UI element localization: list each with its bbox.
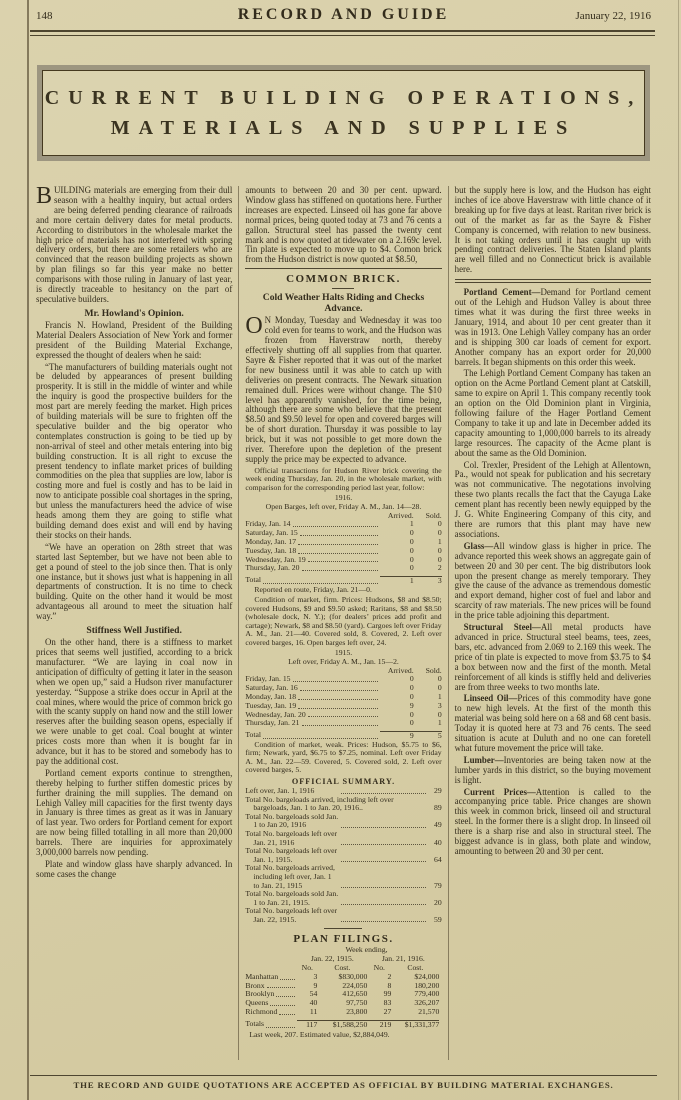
total-no-1915: 117 <box>297 1020 317 1030</box>
paragraph: “We have an operation on 28th street that was started last September, but we have not been able to get a pound of steel to the job since then. That is only one instance, but it shows just what is happening in all departments of construction. It is no time to check building. Quite on the other hand it would be most advantageous all around to meet the situation half way.” <box>36 541 233 622</box>
sold-value: 0 <box>437 528 442 538</box>
col-cost-1916: Cost. <box>407 963 424 973</box>
sold-value: 2 <box>437 563 442 573</box>
dot-leader <box>298 699 378 700</box>
plan-filings-title: PLAN FILINGS. <box>293 933 394 946</box>
day-label: Wednesday, Jan. 20 <box>245 709 306 719</box>
paragraph-linseed-oil <box>455 694 651 753</box>
paragraph-portland-cement <box>455 288 651 367</box>
sold-value: 0 <box>437 674 442 684</box>
summary-row <box>245 864 441 890</box>
no-1915: 9 <box>313 980 318 990</box>
dot-leader <box>263 738 378 739</box>
summary-row <box>245 890 441 907</box>
lead-paragraph <box>36 186 232 305</box>
footer-text: THE RECORD AND GUIDE QUOTATIONS ARE ACCEPTED AS OFFICIAL BY BUILDING MATERIAL EXCHANGES. <box>73 1080 614 1090</box>
sold-value: 1 <box>437 691 442 701</box>
total-no-1916: 219 <box>367 1020 391 1030</box>
page-header <box>36 6 651 24</box>
subheading-howlands-opinion: Mr. Howland's Opinion. <box>84 307 184 319</box>
dot-leader <box>267 987 296 988</box>
day-label: Tuesday, Jan. 19 <box>245 700 297 710</box>
drop-cap: B <box>36 186 53 209</box>
dot-leader <box>341 793 426 794</box>
dot-leader <box>298 708 377 709</box>
column-header-arrived: Arrived. <box>387 510 414 520</box>
paragraph: “The manufacturers of building materials ought not be deluded by appearances of present building prosperity. It is still in the middle of winter and while the inquiry is good the prospective builders for the most part are merely feeding the market. High prices of building materials will be sure to frighten off the speculative builder and the big operator who contemplates construction is going to be tied up by non-arrival of steel and other metals entering into big building construction. It is all right to excuse the present tendency to inflate market prices of building commodities on the plea that supplies are low, labor is costing more and fuel is costly and has to be laid in now to anticipate possible coal shortages in the spring, but unless the manufacturers heed the advice of wise heads among them they are going to stifle what building demand does exist and will end by having their stocks on their hands. <box>36 361 233 540</box>
dot-leader <box>308 561 378 562</box>
sold-value: 3 <box>437 700 442 710</box>
cost-1916: 180,200 <box>414 980 440 990</box>
cost-1916: 779,400 <box>414 989 440 999</box>
period-1915: Jan. 22, 1915. <box>310 954 354 964</box>
cost-1915: 23,800 <box>346 1007 368 1017</box>
summary-row <box>245 907 441 924</box>
arrived-value: 9 <box>409 700 414 710</box>
paragraph-text: UILDING materials are emerging from their dull season with a healthy inquiry, but actual orders are being deferred pending clearance of railroads and more certain delivery dates for metal products. According to distributors in the wholesale market the high price of materials has not interfered with spring delivery orders, but there are some retailers who are convinced that the reason building projects as shown by plan filings so far this year make no better comparisons with those ruling in January of last year, is directly traceable to hesitancy on the part of speculative builders. <box>36 186 233 304</box>
no-1916: 83 <box>383 998 392 1008</box>
glass-lead: Glass— <box>463 540 494 551</box>
day-label: Thursday, Jan. 21 <box>245 718 300 728</box>
page-binding-edge <box>27 0 29 1100</box>
section-subhead: Cold Weather Halts Riding and Checks Advance. <box>262 292 425 315</box>
summary-value: 59 <box>433 914 442 924</box>
summary-text: Total No. bargeloads arrived, including left over bargeloads, Jan. 1 to Jan. 20, 1916.. <box>245 794 394 813</box>
paragraph-continued: amounts to between 20 and 30 per cent. upward. Window glass has stiffened on quotations here. Further increases are expected. Linseed oil has gone far above normal prices, being quoted today at 73 and 76 cents a gallon. Structural steel has passed the twenty cent mark and is now quoted at tidewater on a 2.169c level. Tin plate is expected to move up to $4. Comon brick from the Hudson district is now quoted at $8.50, <box>245 186 442 265</box>
official-summary-title: OFFICIAL SUMMARY. <box>291 776 396 786</box>
day-label: Monday, Jan. 18 <box>245 691 297 701</box>
borough-name: Queens <box>245 998 269 1008</box>
summary-text: Total No. bargeloads sold Jan. 1 to Jan 20, 1916 <box>245 811 339 830</box>
dot-leader <box>341 844 426 845</box>
section-rule <box>245 268 441 269</box>
cost-1915: 224,050 <box>342 980 368 990</box>
summary-text: Total No. bargeloads left over Jan. 1, 1915. <box>245 846 338 864</box>
total-cost-1915: $1,588,250 <box>317 1020 367 1030</box>
paragraph: Plate and window glass have sharply advanced. In some cases the change <box>36 859 233 879</box>
paragraph-structural-steel <box>455 623 651 692</box>
totals-row <box>245 1020 441 1030</box>
drop-cap: O <box>245 313 263 340</box>
paragraph: Francis N. Howland, President of the Building Material Dealers Association of New York and former president of the Building Material Exchange, expressed the thought of dealers when he said: <box>36 319 233 360</box>
arrived-value: 1 <box>409 519 414 529</box>
col-no-1916: No. <box>373 963 385 973</box>
paragraph-text: Prices of this commodity have gone to new high levels. At the first of the month this material was being sold here on a 68 and 68 cent basis. Today it is quoted here at 73 and 76 cents. The seed situation is acute at Duluth and no one can foretell what future movement the price will take. <box>454 693 651 753</box>
structural-steel-lead: Structural Steel— <box>463 622 541 633</box>
arrived-value: 0 <box>409 563 414 573</box>
no-1915: 40 <box>309 998 318 1008</box>
dot-leader <box>293 681 378 682</box>
linseed-oil-lead: Linseed Oil— <box>463 693 518 704</box>
subheading-stiffness-justified: Stiffness Well Justified. <box>86 625 182 637</box>
borough-row <box>245 990 441 999</box>
summary-row <box>245 830 441 847</box>
page-right-edge <box>678 0 679 1100</box>
totals-label: Totals <box>245 1018 265 1028</box>
section-divider <box>324 928 362 929</box>
borough-name: Richmond <box>245 1007 278 1017</box>
summary-value: 79 <box>433 880 442 890</box>
paragraph-text: All window glass is higher in price. The advance reported this week shows an aggregate gain of between 20 and 30 per cent. The big distributors look upon the present change as merely temporary. They give the cause of the advance as tremendous domestic and export demand, higher cost of fuel and labor and scarcity of raw materials. The new prices will be found in the price table adjoining this department. <box>454 540 651 621</box>
column-middle <box>238 186 447 1060</box>
cost-1915: $830,000 <box>338 971 368 981</box>
dot-leader <box>263 583 378 584</box>
sold-value: 1 <box>437 718 442 728</box>
no-1915: 11 <box>309 1007 318 1017</box>
summary-text: Total No. bargeloads left over Jan. 21, 1916 <box>245 828 338 847</box>
summary-value: 64 <box>433 854 442 864</box>
article-columns <box>30 186 657 1060</box>
table-year-1915: 1915. <box>334 648 353 658</box>
summary-value: 20 <box>433 897 442 907</box>
day-label: Saturday, Jan. 15 <box>245 528 298 538</box>
paragraph-text: Inventories are being taken now at the lumber yards in this district, so the buying movement is light. <box>454 754 651 785</box>
issue-date: January 22, 1916 <box>575 10 651 22</box>
column-header-sold: Sold. <box>425 665 442 675</box>
no-1916: 99 <box>383 989 392 999</box>
borough-name: Bronx <box>245 980 265 990</box>
sold-value: 0 <box>437 519 442 529</box>
dot-leader <box>341 921 426 922</box>
dot-leader <box>280 979 295 980</box>
arrived-value: 0 <box>409 683 414 693</box>
paragraph-text: N Monday, Tuesday and Wednesday it was too cold even for teams to work, and the Hudson was frozen from Haverstraw north, thereby effectively shutting off all supplies from that quarter. Sayre & Fisher reported that it was out of the market for new business until it was able to catch up with deliveries on present contracts. The Newark situation remained dull. Prices were without change. The $10 level has apparently vanished, for the time being, although there are some who believe that the present $8.50 and $9.50 level for open and covered barges will be of short duration. Thursday it was possible to lay brick, but it was not possible to get more down the river. Therefore upon the depletion of the present supply the price may be expected to advance. <box>245 315 442 464</box>
sold-value: 0 <box>437 554 442 564</box>
no-1916: 2 <box>387 971 392 981</box>
cost-1916: 326,207 <box>414 998 440 1008</box>
no-1915: 54 <box>309 989 318 999</box>
cost-1916: $24,000 <box>414 971 440 981</box>
day-label: Friday, Jan. 15 <box>245 674 291 684</box>
table-row <box>245 719 441 728</box>
summary-row <box>245 796 441 813</box>
paragraph-glass <box>455 542 651 621</box>
arrived-value: 0 <box>409 718 414 728</box>
summary-text: Left over, Jan. 1, 1916 <box>245 785 315 795</box>
table-note: Reported en route, Friday, Jan. 21—0. <box>254 584 372 594</box>
cost-1915: 97,750 <box>346 998 368 1008</box>
banner-title-line2: MATERIALS AND SUPPLIES <box>110 117 577 139</box>
column-left <box>30 186 238 1060</box>
paragraph: Portland cement exports continue to strengthen, thereby helping to further stiffen domestic prices by further draining the mill supplies. The demand on Lehigh Valley mill capacities for the first twenty days in January is three times as great as it was in January of last year. Two orders for Portland cement for export are now being filled totalling in all more than 20,000 barrels. There are inquiries for approximately 3,000,000 barrels now pending. <box>36 767 233 858</box>
summary-row <box>245 813 441 830</box>
dot-leader <box>341 887 426 888</box>
paragraph: Col. Trexler, President of the Lehigh at Allentown, Pa., would not speak for publication and his secretary was not communicative. The negotations involving these two plants recalls the fact that the Cayuga Lake cement plant has recently been newly equipped by the J. G. White Engineering Company of this city, and there are rumors that this plant may have new associations. <box>454 459 651 539</box>
paragraph-text: Demand for Portland cement out of the Lehigh and Hudson Valley is about three times what it was during the first three weeks in January, 1914, and about 10 per cent greater than it was in 1913. One Lehigh Valley company has an order and is shipping 300 car loads of cement for export. Another company has an export order for 20,000 barrels. It began shipments on this order this week. <box>454 287 651 367</box>
dot-leader <box>276 996 295 997</box>
arrived-value: 0 <box>409 536 414 546</box>
paragraph-text: Attention is called to the accompanying price table. Price changes are shown this week in common brick, linseed oil and structural steel. In the former there is a slight drop. In linseed oil there is a sharp rise and also in structural steel. The biggest advance is in glass, both plate and window, amounting to between 20 and 30 per cent. <box>454 786 651 856</box>
dot-leader <box>302 725 378 726</box>
week-ending-label: Week ending, <box>345 945 388 955</box>
arrived-value: 0 <box>409 528 414 538</box>
dot-leader <box>341 861 426 862</box>
summary-text: Total No. bargeloads sold Jan. 1 to Jan. 21, 1915. <box>245 889 339 907</box>
total-arrived: 9 <box>380 731 414 741</box>
borough-row <box>245 1008 441 1017</box>
total-sold: 3 <box>414 576 442 586</box>
cost-1916: 21,570 <box>418 1007 440 1017</box>
dot-leader <box>298 553 377 554</box>
total-label: Total <box>245 730 262 740</box>
table-caption-1915: Left over, Friday A. M., Jan. 15—2. <box>288 657 399 666</box>
total-label: Total <box>245 575 262 585</box>
total-sold: 5 <box>414 731 442 741</box>
market-condition-note: Condition of market, firm. Prices: Hudsons, $8 and $8.50; covered Hudsons, $9 and $9.50 asked; Raritans, $8 and $8.50 (wholesale dock, N. Y.); (for dealers’ prices add profit and cartage); Newark, $8 and $8.50 (yard). Cargoes left over Friday A. M., Jan. 21—40. Covered sold, 8. Covered, 2. Left over covered barges, 16. Open barges left over, 24. <box>245 595 442 647</box>
summary-row <box>245 847 441 864</box>
day-label: Wednesday, Jan. 19 <box>245 554 306 564</box>
no-1916: 27 <box>383 1007 392 1017</box>
page-footer <box>30 1075 657 1090</box>
dot-leader <box>298 544 378 545</box>
cost-1915: 412,650 <box>342 989 368 999</box>
sold-value: 1 <box>437 536 442 546</box>
column-right <box>448 186 657 1060</box>
dot-leader <box>302 570 378 571</box>
dot-leader <box>293 526 378 527</box>
section-divider <box>332 288 354 289</box>
total-cost-1916: $1,331,377 <box>391 1020 439 1030</box>
arrived-value: 0 <box>409 709 414 719</box>
day-label: Monday, Jan. 17 <box>245 536 297 546</box>
paragraph: The Lehigh Portland Cement Company has taken an option on the Acme Portland Cement plant at Catskill, same to expire on April 1. This company recently took an option on the Old Dominion plant in Virginia, following failure of the Hager Portland Cement Company to take it up and late in December added its capacity amounting to 1,000,000 barrels to its already large resources. The capacity of the Acme plant is about the same as the Old Dominion. <box>454 368 651 458</box>
column-header-sold: Sold. <box>425 510 442 520</box>
dot-leader <box>270 1005 295 1006</box>
header-double-rule <box>30 30 655 36</box>
day-label: Thursday, Jan. 20 <box>245 563 300 573</box>
market-condition-note: Condition of market, weak. Prices: Hudson, $5.75 to $6, firm; Newark, yard, $6.75 to $7.25, nominal. Left over Friday A. M., Jan. 22—59. Covered, 5. Covered sold, 2. Left over covered barges, 5. <box>245 739 442 775</box>
total-arrived: 1 <box>380 576 414 586</box>
table-year-1916: 1916. <box>334 493 353 503</box>
summary-value: 49 <box>433 820 442 830</box>
arrived-value: 0 <box>409 554 414 564</box>
summary-text: Total No. bargeloads arrived, including left over, Jan. 1 to Jan. 21, 1915 <box>245 863 335 890</box>
paragraph-lumber <box>455 756 651 786</box>
banner-title-line1: CURRENT BUILDING OPERATIONS, <box>44 87 643 109</box>
dot-leader <box>300 535 378 536</box>
table-row <box>245 564 441 573</box>
dot-leader <box>308 716 378 717</box>
publication-title: RECORD AND GUIDE <box>237 6 450 23</box>
column-header-arrived: Arrived. <box>387 665 414 675</box>
day-label: Tuesday, Jan. 18 <box>245 545 297 555</box>
sold-value: 0 <box>437 545 442 555</box>
table-caption-1916: Open Barges, left over, Friday A. M., Jan. 14—28. <box>265 501 422 511</box>
footer-rule <box>30 1075 657 1076</box>
paragraph-continued: but the supply here is low, and the Hudson has eight inches of ice above Haverstraw with little chance of it breaking up for five days at least. Raritan river brick is out of the market as far as the Sayre & Fisher Company is concerned, with relation to new business. It is not taking orders until it has caught up with pending contract deliveries. The Staten Island plants are well filled and no Connecticut brick is available here. <box>454 186 651 275</box>
section-double-rule <box>455 279 651 283</box>
article-banner-box <box>42 70 645 156</box>
paragraph <box>245 313 442 465</box>
paragraph: On the other hand, there is a stiffness to market prices that seems well justified, according to a brick manufacturer. “We are laying in coal now in anticipation of difficulty of getting it later in the season when we open up,” said a Hudson river manufacturer yesterday. “Suppose a strike does occur in April at the coal mines, where would the price of common brick go with the scanty supply on hand now and the still lower reserves after the building season opens, especially if we were unable to get coal. Coal bought at winter prices costs more than when it is bought far in advance, but it has to be stored and somebody has to pay the additional cost. <box>36 637 233 766</box>
portland-cement-lead: Portland Cement— <box>463 287 541 298</box>
summary-value: 40 <box>433 837 442 847</box>
arrived-value: 0 <box>409 545 414 555</box>
section-title-common-brick: COMMON BRICK. <box>286 273 401 286</box>
sold-value: 0 <box>437 709 442 719</box>
dot-leader <box>341 904 426 905</box>
paragraph-text: All metal products have advanced in price. Structural steel beams, tees, zees, bars, etc. advanced from 2.069 to 2.169 this week. The price of tin plate is expected to move from $3.75 to $4 a box between now and the first of the month. Metal reinforcement of all kinds is stiffly held and deliveries are from three weeks to two months late. <box>454 622 651 692</box>
transactions-note: Official transactions for Hudson River brick covering the week ending Thursday, Jan. 20, in the wholesale market, with comparison for the corresponding period last year, follow: <box>245 465 442 492</box>
dot-leader <box>300 690 378 691</box>
current-prices-lead: Current Prices— <box>463 786 536 797</box>
summary-text: Total No. bargeloads left over Jan. 22, 1915. <box>245 906 338 924</box>
dot-leader <box>341 827 426 828</box>
borough-name: Manhattan <box>245 971 279 981</box>
col-no-1915: No. <box>301 963 313 973</box>
sold-value: 0 <box>437 683 442 693</box>
day-label: Friday, Jan. 14 <box>245 519 291 529</box>
period-1916: Jan. 21, 1916. <box>381 954 425 964</box>
page-number: 148 <box>36 10 53 22</box>
arrived-value: 0 <box>409 674 414 684</box>
plan-filings-footnote: Last week, 207. Estimated value, $2,884,049. <box>249 1029 390 1039</box>
summary-value: 29 <box>433 785 442 795</box>
day-label: Saturday, Jan. 16 <box>245 683 298 693</box>
no-1916: 8 <box>387 980 392 990</box>
col-cost-1915: Cost. <box>334 963 351 973</box>
dot-leader <box>279 1014 295 1015</box>
lumber-lead: Lumber— <box>463 754 504 765</box>
plan-filings-table <box>245 946 441 1039</box>
borough-name: Brooklyn <box>245 989 275 999</box>
no-1915: 3 <box>313 971 318 981</box>
paragraph-current-prices <box>455 788 651 857</box>
arrived-value: 0 <box>409 691 414 701</box>
summary-value: 89 <box>433 803 442 813</box>
dot-leader <box>266 1027 295 1028</box>
